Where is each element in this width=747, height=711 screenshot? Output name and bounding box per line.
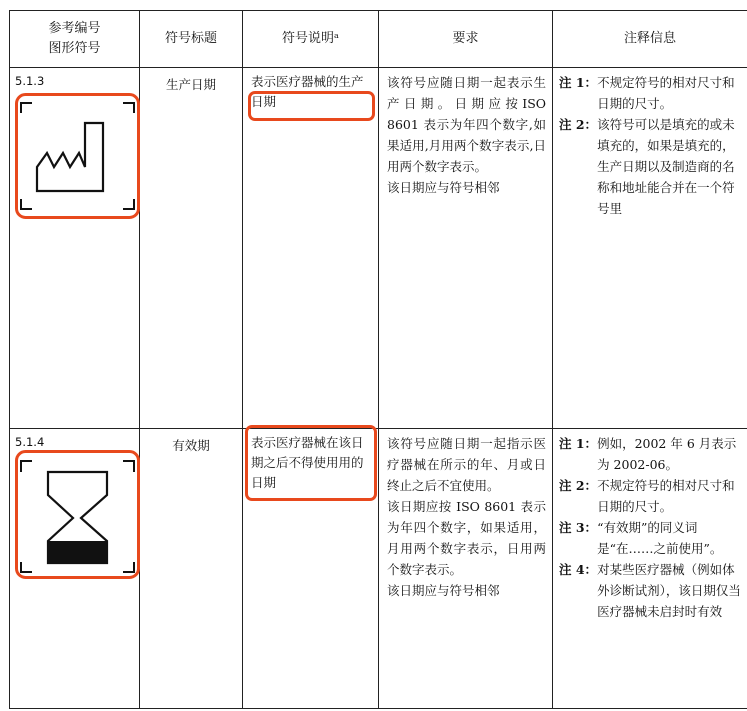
symbol-description: 表示医疗器械的生产日期 — [251, 74, 364, 109]
factory-manufacture-date-icon — [15, 93, 140, 219]
note-item: 注 1： 例如，2002 年 6 月表示为 2002-06。 — [559, 436, 737, 472]
requirement-text: 该日期应按 ISO 8601 表示为年四个数字，如果适用，月用两个数字表示，日用两个数字表示。 — [387, 499, 546, 577]
symbol-title: 生产日期 — [140, 68, 243, 429]
requirement-text: 该日期应与符号相邻 — [387, 180, 500, 195]
requirement-text: 该符号应随日期一起指示医疗器械在所示的年、月或日终止之后不宜使用。 — [387, 436, 546, 493]
note-item: 注 2： 该符号可以是填充的或未填充的，如果是填充的，生产日期以及制造商的名称和地址能合并在一个符号里 — [559, 117, 735, 216]
header-requirements: 要求 — [379, 11, 553, 68]
note-item: 注 3： “有效期”的同义词是“在……之前使用”。 — [559, 520, 723, 556]
description-highlight-box — [248, 91, 375, 121]
note-item: 注 1： 不规定符号的相对尺寸和日期的尺寸。 — [559, 75, 735, 111]
requirements-cell — [379, 68, 553, 429]
header-desc: 符号说明ᵃ — [243, 11, 379, 68]
description-highlight-box — [245, 425, 377, 501]
note-item: 注 2： 不规定符号的相对尺寸和日期的尺寸。 — [559, 478, 735, 514]
requirements-cell — [379, 429, 553, 709]
ref-number: 5.1.3 — [15, 74, 45, 88]
symbol-description: 表示医疗器械在该日期之后不得使用用的日期 — [251, 435, 364, 490]
header-ref-line2: 图形符号 — [48, 41, 101, 56]
header-notes: 注释信息 — [553, 11, 747, 68]
requirement-text: 该日期应与符号相邻 — [387, 583, 500, 598]
notes-cell — [553, 68, 747, 429]
desc-cell — [243, 68, 379, 429]
header-row — [10, 11, 747, 68]
header-ref — [10, 11, 140, 68]
symbol-title: 有效期 — [140, 429, 243, 709]
requirement-text: 该符号应随日期一起表示生产日期。日期应按ISO 8601 表示为年四个数字,如果适用,月用两个数字表示,日用两个数字表示。 — [387, 75, 546, 174]
hourglass-expiry-date-icon — [15, 450, 140, 579]
note-item: 注 4： 对某些医疗器械（例如体外诊断试剂），该日期仅当医疗器械未启封时有效 — [559, 562, 741, 619]
ref-number: 5.1.4 — [15, 435, 45, 449]
notes-cell — [553, 429, 747, 709]
header-ref-line1: 参考编号 — [48, 21, 101, 36]
header-title: 符号标题 — [140, 11, 243, 68]
